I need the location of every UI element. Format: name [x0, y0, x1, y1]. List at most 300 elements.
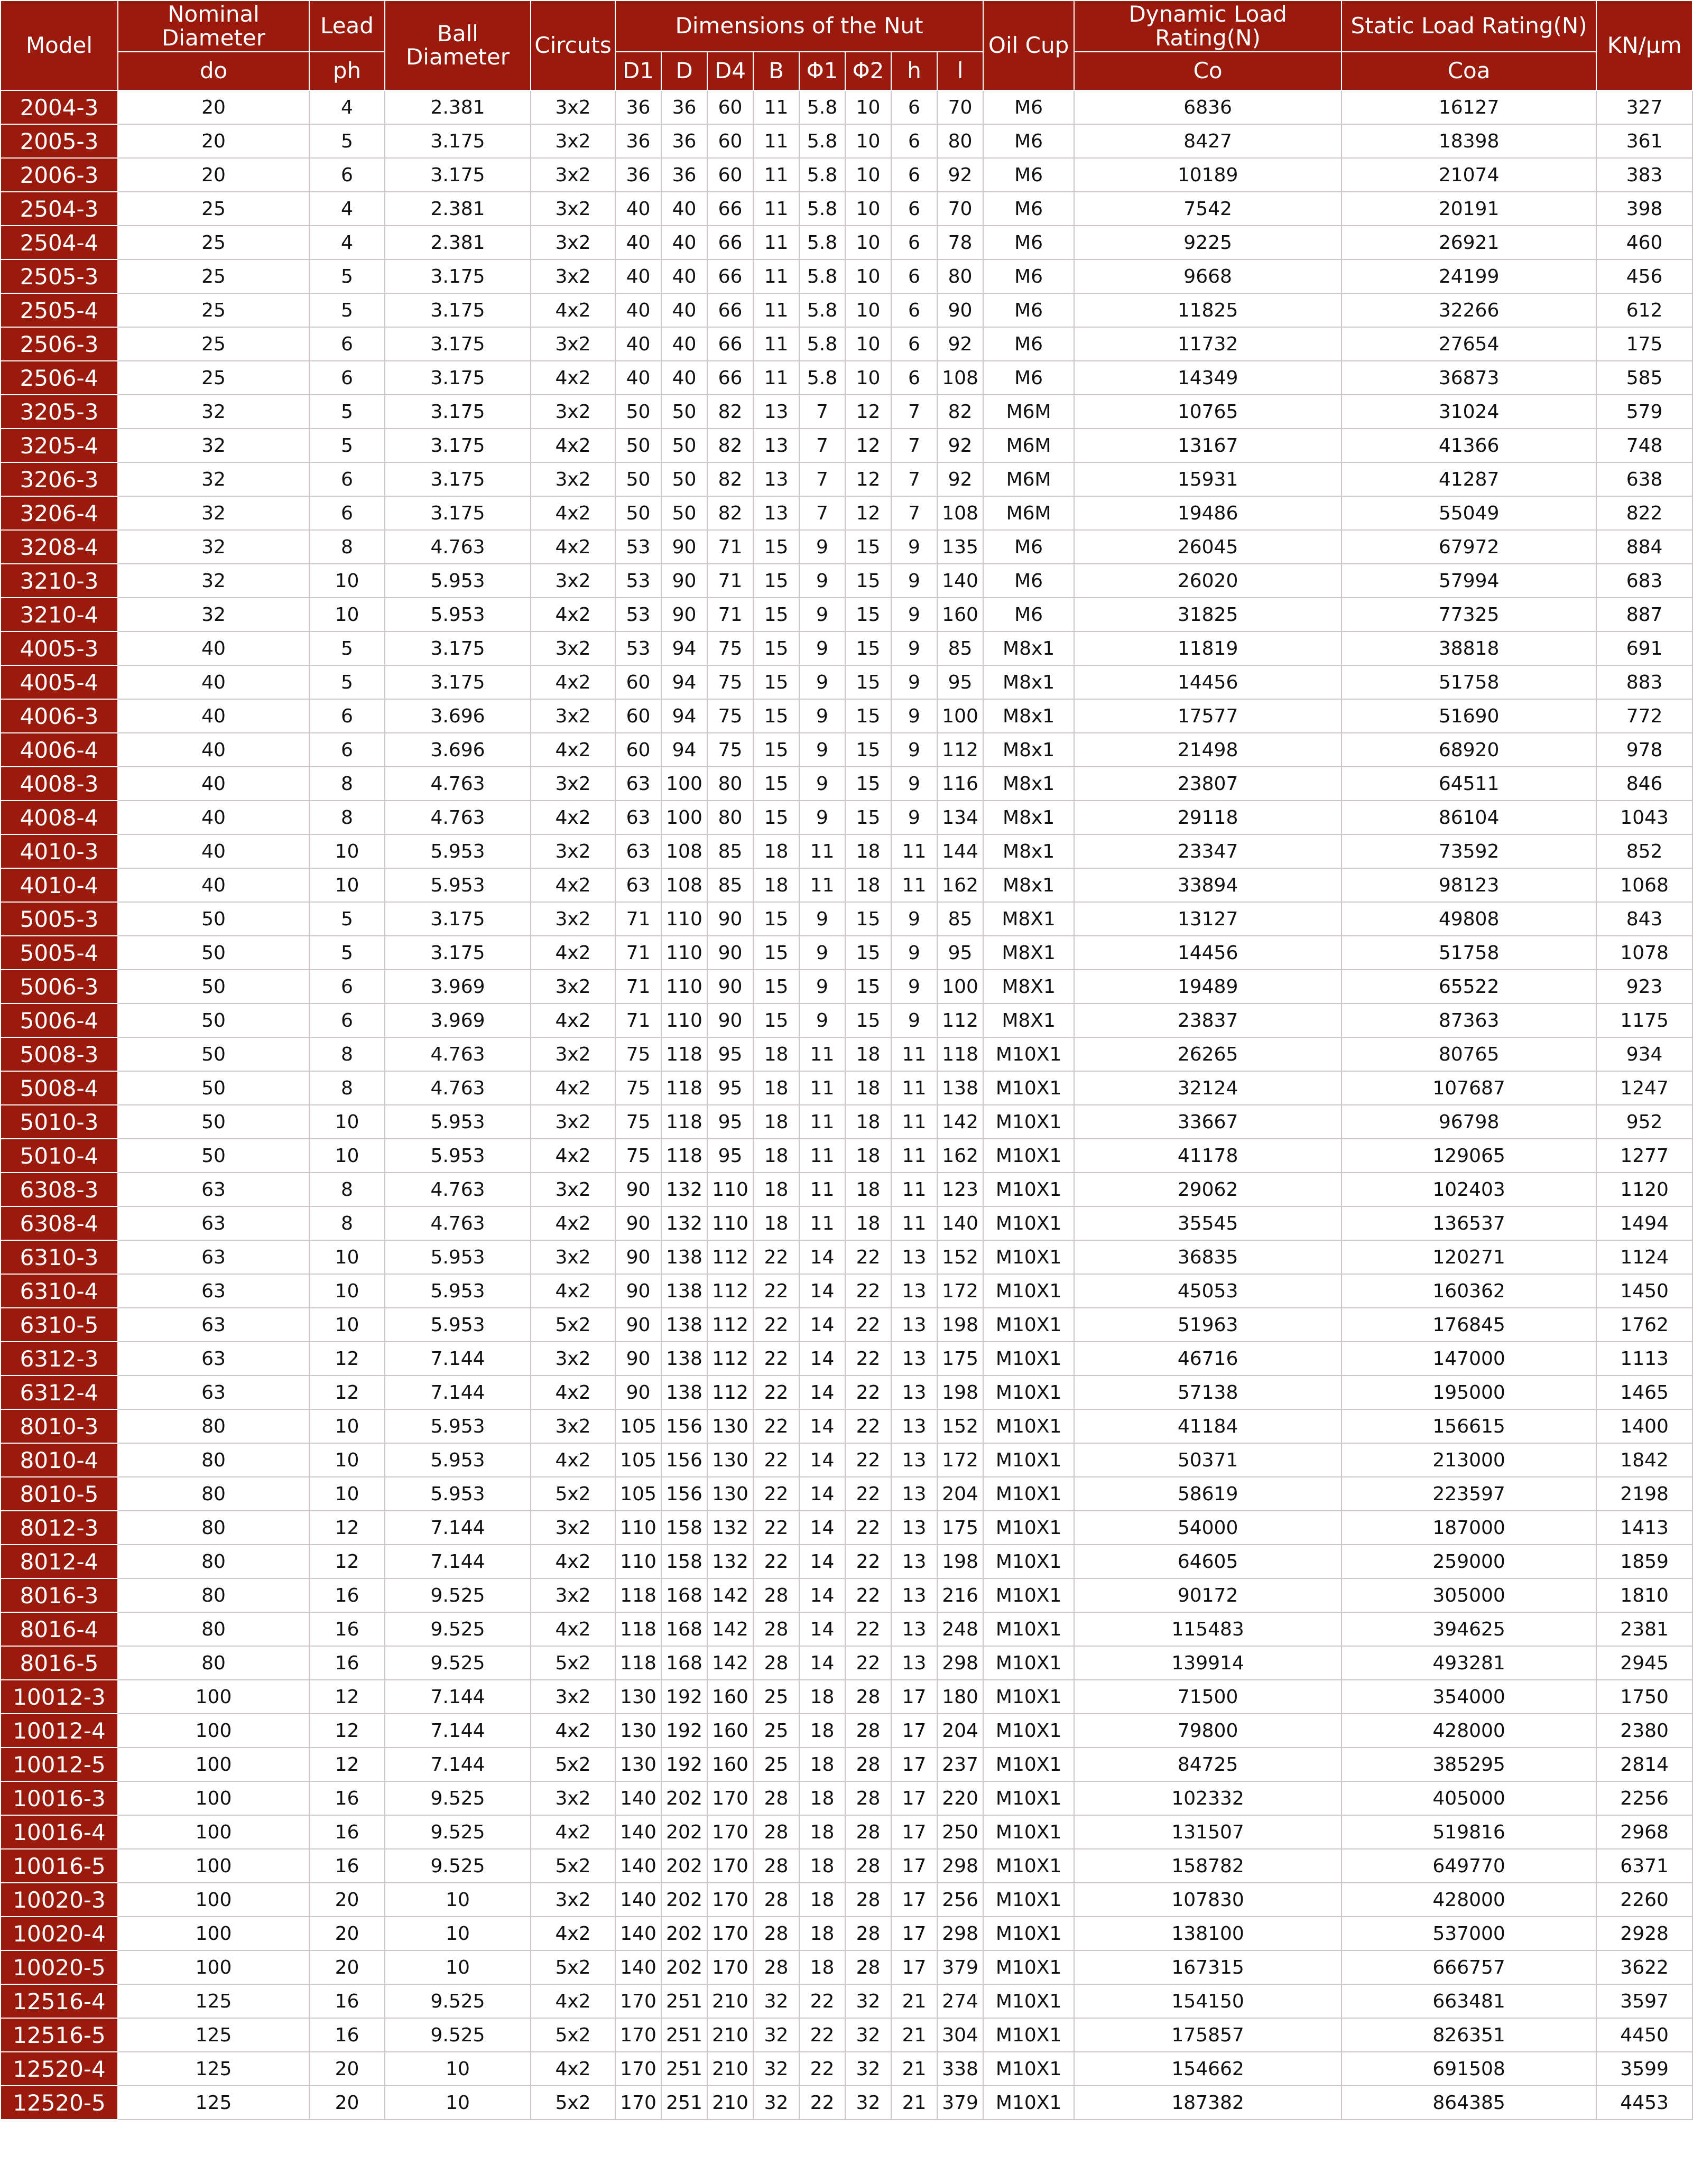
cell-d: 108 [661, 834, 707, 868]
cell-lead: 8 [309, 767, 385, 801]
cell-nominal-diameter: 63 [118, 1206, 309, 1240]
cell-lead: 6 [309, 361, 385, 395]
cell-dynamic-load: 131507 [1074, 1815, 1342, 1849]
subheader-d: D [661, 52, 707, 90]
cell-circuits: 4x2 [531, 2052, 615, 2086]
cell-oil-cup: M6 [983, 259, 1074, 293]
cell-oil-cup: M10X1 [983, 1206, 1074, 1240]
header-ball-diameter: Ball Diameter [385, 1, 531, 90]
cell-phi1: 18 [799, 1849, 845, 1883]
cell-nominal-diameter: 32 [118, 598, 309, 631]
cell-nominal-diameter: 50 [118, 1139, 309, 1173]
cell-dynamic-load: 21498 [1074, 733, 1342, 767]
cell-ball-diameter: 10 [385, 2086, 531, 2120]
subheader-h: h [891, 52, 937, 90]
cell-d1: 130 [615, 1714, 661, 1748]
cell-dynamic-load: 11825 [1074, 293, 1342, 327]
cell-stiffness: 6371 [1596, 1849, 1692, 1883]
cell-b: 25 [753, 1680, 799, 1714]
cell-d: 168 [661, 1578, 707, 1612]
cell-ball-diameter: 4.763 [385, 1037, 531, 1071]
cell-phi1: 5.8 [799, 124, 845, 158]
cell-stiffness: 1068 [1596, 868, 1692, 902]
cell-static-load: 160362 [1342, 1274, 1596, 1308]
table-row [1, 1037, 1692, 1071]
cell-circuits: 4x2 [531, 1917, 615, 1950]
cell-h: 17 [891, 1680, 937, 1714]
cell-phi2: 22 [845, 1240, 891, 1274]
cell-d4: 95 [707, 1105, 753, 1139]
cell-phi2: 22 [845, 1274, 891, 1308]
cell-model: 6308-4 [1, 1206, 118, 1240]
cell-circuits: 3x2 [531, 124, 615, 158]
cell-d: 202 [661, 1917, 707, 1950]
cell-oil-cup: M6M [983, 395, 1074, 429]
cell-l: 108 [937, 361, 983, 395]
cell-nominal-diameter: 80 [118, 1477, 309, 1511]
cell-d: 100 [661, 801, 707, 834]
table-row [1, 767, 1692, 801]
cell-lead: 12 [309, 1680, 385, 1714]
cell-static-load: 385295 [1342, 1748, 1596, 1781]
cell-phi1: 14 [799, 1240, 845, 1274]
table-header [1, 1, 1692, 90]
cell-l: 95 [937, 936, 983, 970]
cell-circuits: 4x2 [531, 361, 615, 395]
cell-circuits: 5x2 [531, 2086, 615, 2120]
cell-nominal-diameter: 50 [118, 1071, 309, 1105]
cell-nominal-diameter: 50 [118, 1003, 309, 1037]
cell-model: 6310-3 [1, 1240, 118, 1274]
cell-ball-diameter: 5.953 [385, 1477, 531, 1511]
cell-phi2: 18 [845, 1139, 891, 1173]
cell-phi2: 22 [845, 1376, 891, 1409]
cell-stiffness: 383 [1596, 158, 1692, 192]
cell-b: 22 [753, 1545, 799, 1578]
cell-stiffness: 4450 [1596, 2018, 1692, 2052]
cell-ball-diameter: 3.175 [385, 395, 531, 429]
cell-l: 92 [937, 158, 983, 192]
cell-dynamic-load: 71500 [1074, 1680, 1342, 1714]
cell-nominal-diameter: 32 [118, 564, 309, 598]
cell-model: 8010-3 [1, 1409, 118, 1443]
table-row [1, 2086, 1692, 2120]
cell-h: 21 [891, 2086, 937, 2120]
cell-d1: 140 [615, 1883, 661, 1917]
table-row [1, 902, 1692, 936]
cell-phi1: 14 [799, 1274, 845, 1308]
cell-model: 2505-4 [1, 293, 118, 327]
cell-h: 9 [891, 1003, 937, 1037]
cell-ball-diameter: 5.953 [385, 1308, 531, 1342]
cell-nominal-diameter: 25 [118, 259, 309, 293]
cell-dynamic-load: 11819 [1074, 631, 1342, 665]
cell-h: 13 [891, 1612, 937, 1646]
cell-static-load: 826351 [1342, 2018, 1596, 2052]
cell-nominal-diameter: 40 [118, 631, 309, 665]
cell-h: 13 [891, 1342, 937, 1376]
cell-model: 2006-3 [1, 158, 118, 192]
cell-d: 50 [661, 429, 707, 462]
cell-stiffness: 398 [1596, 192, 1692, 226]
cell-d: 138 [661, 1240, 707, 1274]
table-row [1, 124, 1692, 158]
cell-static-load: 213000 [1342, 1443, 1596, 1477]
cell-phi2: 15 [845, 970, 891, 1003]
cell-static-load: 354000 [1342, 1680, 1596, 1714]
cell-nominal-diameter: 50 [118, 970, 309, 1003]
cell-d: 94 [661, 631, 707, 665]
cell-b: 28 [753, 1578, 799, 1612]
cell-lead: 12 [309, 1545, 385, 1578]
cell-d1: 140 [615, 1781, 661, 1815]
cell-oil-cup: M8x1 [983, 868, 1074, 902]
cell-phi2: 15 [845, 598, 891, 631]
cell-model: 10012-3 [1, 1680, 118, 1714]
cell-oil-cup: M6 [983, 530, 1074, 564]
cell-ball-diameter: 3.175 [385, 665, 531, 699]
cell-d: 94 [661, 699, 707, 733]
cell-b: 15 [753, 564, 799, 598]
cell-lead: 16 [309, 1578, 385, 1612]
cell-b: 11 [753, 192, 799, 226]
cell-lead: 12 [309, 1511, 385, 1545]
cell-d1: 50 [615, 496, 661, 530]
table-row [1, 1274, 1692, 1308]
cell-d4: 160 [707, 1748, 753, 1781]
cell-phi1: 5.8 [799, 259, 845, 293]
cell-l: 220 [937, 1781, 983, 1815]
cell-d4: 85 [707, 868, 753, 902]
cell-oil-cup: M8X1 [983, 970, 1074, 1003]
cell-d1: 50 [615, 429, 661, 462]
cell-circuits: 3x2 [531, 259, 615, 293]
cell-circuits: 3x2 [531, 1883, 615, 1917]
table-row [1, 733, 1692, 767]
cell-h: 9 [891, 902, 937, 936]
cell-b: 22 [753, 1443, 799, 1477]
cell-lead: 16 [309, 1849, 385, 1883]
cell-phi2: 10 [845, 327, 891, 361]
cell-h: 11 [891, 1206, 937, 1240]
cell-stiffness: 846 [1596, 767, 1692, 801]
table-row [1, 462, 1692, 496]
table-row [1, 429, 1692, 462]
cell-circuits: 3x2 [531, 192, 615, 226]
cell-nominal-diameter: 40 [118, 699, 309, 733]
cell-stiffness: 460 [1596, 226, 1692, 259]
subheader-do: do [118, 52, 309, 90]
cell-d4: 170 [707, 1917, 753, 1950]
cell-phi1: 5.8 [799, 293, 845, 327]
cell-d1: 105 [615, 1443, 661, 1477]
cell-phi1: 9 [799, 767, 845, 801]
cell-b: 28 [753, 1646, 799, 1680]
cell-stiffness: 1078 [1596, 936, 1692, 970]
cell-oil-cup: M10X1 [983, 1071, 1074, 1105]
cell-model: 4005-3 [1, 631, 118, 665]
subheader-l: l [937, 52, 983, 90]
cell-model: 3210-4 [1, 598, 118, 631]
cell-d4: 90 [707, 902, 753, 936]
cell-d1: 170 [615, 1984, 661, 2018]
cell-phi1: 7 [799, 462, 845, 496]
cell-d: 40 [661, 192, 707, 226]
table-row [1, 1917, 1692, 1950]
cell-h: 9 [891, 733, 937, 767]
cell-h: 9 [891, 801, 937, 834]
cell-stiffness: 1124 [1596, 1240, 1692, 1274]
cell-d1: 170 [615, 2052, 661, 2086]
cell-lead: 10 [309, 834, 385, 868]
cell-l: 180 [937, 1680, 983, 1714]
cell-circuits: 4x2 [531, 1815, 615, 1849]
cell-d1: 71 [615, 902, 661, 936]
cell-model: 2004-3 [1, 90, 118, 124]
cell-phi1: 18 [799, 1917, 845, 1950]
cell-phi2: 10 [845, 226, 891, 259]
cell-phi1: 11 [799, 868, 845, 902]
cell-phi2: 15 [845, 564, 891, 598]
cell-phi1: 5.8 [799, 192, 845, 226]
cell-dynamic-load: 9668 [1074, 259, 1342, 293]
cell-model: 12516-4 [1, 1984, 118, 2018]
cell-d4: 60 [707, 124, 753, 158]
cell-b: 15 [753, 936, 799, 970]
cell-stiffness: 748 [1596, 429, 1692, 462]
cell-model: 4005-4 [1, 665, 118, 699]
cell-nominal-diameter: 20 [118, 124, 309, 158]
cell-ball-diameter: 4.763 [385, 1071, 531, 1105]
cell-ball-diameter: 3.175 [385, 429, 531, 462]
cell-d1: 110 [615, 1545, 661, 1578]
cell-phi2: 18 [845, 834, 891, 868]
cell-circuits: 3x2 [531, 90, 615, 124]
cell-lead: 12 [309, 1748, 385, 1781]
cell-l: 304 [937, 2018, 983, 2052]
cell-stiffness: 683 [1596, 564, 1692, 598]
cell-dynamic-load: 139914 [1074, 1646, 1342, 1680]
cell-dynamic-load: 57138 [1074, 1376, 1342, 1409]
cell-stiffness: 1494 [1596, 1206, 1692, 1240]
table-row [1, 530, 1692, 564]
cell-d: 138 [661, 1342, 707, 1376]
cell-lead: 10 [309, 1240, 385, 1274]
cell-nominal-diameter: 32 [118, 462, 309, 496]
cell-static-load: 259000 [1342, 1545, 1596, 1578]
cell-dynamic-load: 29118 [1074, 801, 1342, 834]
cell-lead: 10 [309, 1477, 385, 1511]
cell-oil-cup: M10X1 [983, 1578, 1074, 1612]
cell-l: 112 [937, 733, 983, 767]
cell-nominal-diameter: 100 [118, 1883, 309, 1917]
cell-d1: 53 [615, 530, 661, 564]
cell-lead: 20 [309, 1883, 385, 1917]
cell-phi2: 22 [845, 1612, 891, 1646]
cell-ball-diameter: 3.175 [385, 124, 531, 158]
cell-stiffness: 327 [1596, 90, 1692, 124]
cell-model: 4010-4 [1, 868, 118, 902]
cell-ball-diameter: 5.953 [385, 1240, 531, 1274]
cell-stiffness: 2256 [1596, 1781, 1692, 1815]
cell-ball-diameter: 3.175 [385, 158, 531, 192]
cell-oil-cup: M10X1 [983, 1173, 1074, 1206]
table-row [1, 1511, 1692, 1545]
cell-static-load: 36873 [1342, 361, 1596, 395]
cell-dynamic-load: 23347 [1074, 834, 1342, 868]
cell-static-load: 67972 [1342, 530, 1596, 564]
cell-circuits: 4x2 [531, 530, 615, 564]
cell-d: 138 [661, 1308, 707, 1342]
cell-d4: 142 [707, 1612, 753, 1646]
cell-d1: 118 [615, 1612, 661, 1646]
table-row [1, 801, 1692, 834]
cell-h: 6 [891, 158, 937, 192]
cell-b: 18 [753, 834, 799, 868]
cell-phi2: 15 [845, 767, 891, 801]
cell-b: 18 [753, 1071, 799, 1105]
cell-d1: 170 [615, 2018, 661, 2052]
cell-lead: 5 [309, 124, 385, 158]
cell-circuits: 3x2 [531, 1409, 615, 1443]
cell-phi1: 9 [799, 733, 845, 767]
cell-d4: 82 [707, 429, 753, 462]
cell-model: 8016-4 [1, 1612, 118, 1646]
cell-d1: 170 [615, 2086, 661, 2120]
cell-h: 9 [891, 631, 937, 665]
cell-b: 22 [753, 1308, 799, 1342]
cell-d4: 75 [707, 699, 753, 733]
cell-stiffness: 2968 [1596, 1815, 1692, 1849]
cell-nominal-diameter: 50 [118, 902, 309, 936]
cell-phi1: 9 [799, 598, 845, 631]
cell-b: 22 [753, 1409, 799, 1443]
cell-l: 338 [937, 2052, 983, 2086]
cell-phi2: 15 [845, 801, 891, 834]
cell-nominal-diameter: 100 [118, 1781, 309, 1815]
cell-h: 9 [891, 970, 937, 1003]
cell-model: 10020-5 [1, 1950, 118, 1984]
cell-d: 251 [661, 2086, 707, 2120]
cell-static-load: 49808 [1342, 902, 1596, 936]
cell-d1: 40 [615, 259, 661, 293]
cell-d1: 40 [615, 327, 661, 361]
cell-static-load: 405000 [1342, 1781, 1596, 1815]
cell-l: 95 [937, 665, 983, 699]
cell-stiffness: 822 [1596, 496, 1692, 530]
cell-l: 175 [937, 1511, 983, 1545]
cell-nominal-diameter: 25 [118, 226, 309, 259]
cell-d: 40 [661, 293, 707, 327]
cell-dynamic-load: 54000 [1074, 1511, 1342, 1545]
cell-nominal-diameter: 40 [118, 665, 309, 699]
cell-oil-cup: M10X1 [983, 2018, 1074, 2052]
cell-d4: 66 [707, 259, 753, 293]
cell-model: 6310-4 [1, 1274, 118, 1308]
cell-static-load: 156615 [1342, 1409, 1596, 1443]
cell-d1: 60 [615, 733, 661, 767]
cell-d4: 80 [707, 801, 753, 834]
cell-d1: 140 [615, 1815, 661, 1849]
cell-model: 10016-4 [1, 1815, 118, 1849]
table-row [1, 395, 1692, 429]
cell-stiffness: 1750 [1596, 1680, 1692, 1714]
cell-oil-cup: M10X1 [983, 2086, 1074, 2120]
cell-d4: 82 [707, 462, 753, 496]
cell-dynamic-load: 58619 [1074, 1477, 1342, 1511]
cell-lead: 16 [309, 1815, 385, 1849]
cell-d1: 75 [615, 1139, 661, 1173]
cell-oil-cup: M6 [983, 598, 1074, 631]
cell-ball-diameter: 9.525 [385, 1815, 531, 1849]
table-row [1, 226, 1692, 259]
cell-l: 140 [937, 1206, 983, 1240]
cell-model: 6310-5 [1, 1308, 118, 1342]
cell-ball-diameter: 3.175 [385, 631, 531, 665]
cell-dynamic-load: 19486 [1074, 496, 1342, 530]
cell-phi2: 22 [845, 1545, 891, 1578]
cell-phi2: 28 [845, 1714, 891, 1748]
table-row [1, 598, 1692, 631]
cell-model: 8010-4 [1, 1443, 118, 1477]
cell-ball-diameter: 10 [385, 2052, 531, 2086]
cell-model: 3210-3 [1, 564, 118, 598]
cell-h: 11 [891, 1105, 937, 1139]
cell-static-load: 80765 [1342, 1037, 1596, 1071]
cell-d4: 112 [707, 1376, 753, 1409]
cell-phi1: 9 [799, 902, 845, 936]
cell-d: 168 [661, 1646, 707, 1680]
cell-h: 13 [891, 1308, 937, 1342]
cell-d1: 36 [615, 158, 661, 192]
cell-oil-cup: M6 [983, 361, 1074, 395]
cell-h: 9 [891, 665, 937, 699]
cell-model: 4010-3 [1, 834, 118, 868]
cell-d: 118 [661, 1037, 707, 1071]
cell-l: 298 [937, 1646, 983, 1680]
cell-l: 152 [937, 1240, 983, 1274]
cell-ball-diameter: 10 [385, 1917, 531, 1950]
cell-b: 11 [753, 293, 799, 327]
cell-h: 11 [891, 834, 937, 868]
cell-l: 172 [937, 1274, 983, 1308]
cell-dynamic-load: 102332 [1074, 1781, 1342, 1815]
cell-d4: 112 [707, 1308, 753, 1342]
cell-ball-diameter: 2.381 [385, 226, 531, 259]
cell-dynamic-load: 10189 [1074, 158, 1342, 192]
cell-static-load: 187000 [1342, 1511, 1596, 1545]
cell-lead: 5 [309, 631, 385, 665]
cell-l: 116 [937, 767, 983, 801]
cell-model: 3205-4 [1, 429, 118, 462]
cell-b: 22 [753, 1240, 799, 1274]
cell-circuits: 3x2 [531, 970, 615, 1003]
cell-circuits: 4x2 [531, 598, 615, 631]
cell-h: 6 [891, 259, 937, 293]
cell-d4: 132 [707, 1511, 753, 1545]
cell-d: 40 [661, 361, 707, 395]
cell-b: 11 [753, 361, 799, 395]
cell-dynamic-load: 51963 [1074, 1308, 1342, 1342]
cell-d4: 75 [707, 631, 753, 665]
cell-oil-cup: M6M [983, 496, 1074, 530]
cell-model: 4008-3 [1, 767, 118, 801]
table-row [1, 665, 1692, 699]
cell-model: 8010-5 [1, 1477, 118, 1511]
cell-circuits: 3x2 [531, 834, 615, 868]
cell-l: 100 [937, 699, 983, 733]
cell-l: 140 [937, 564, 983, 598]
